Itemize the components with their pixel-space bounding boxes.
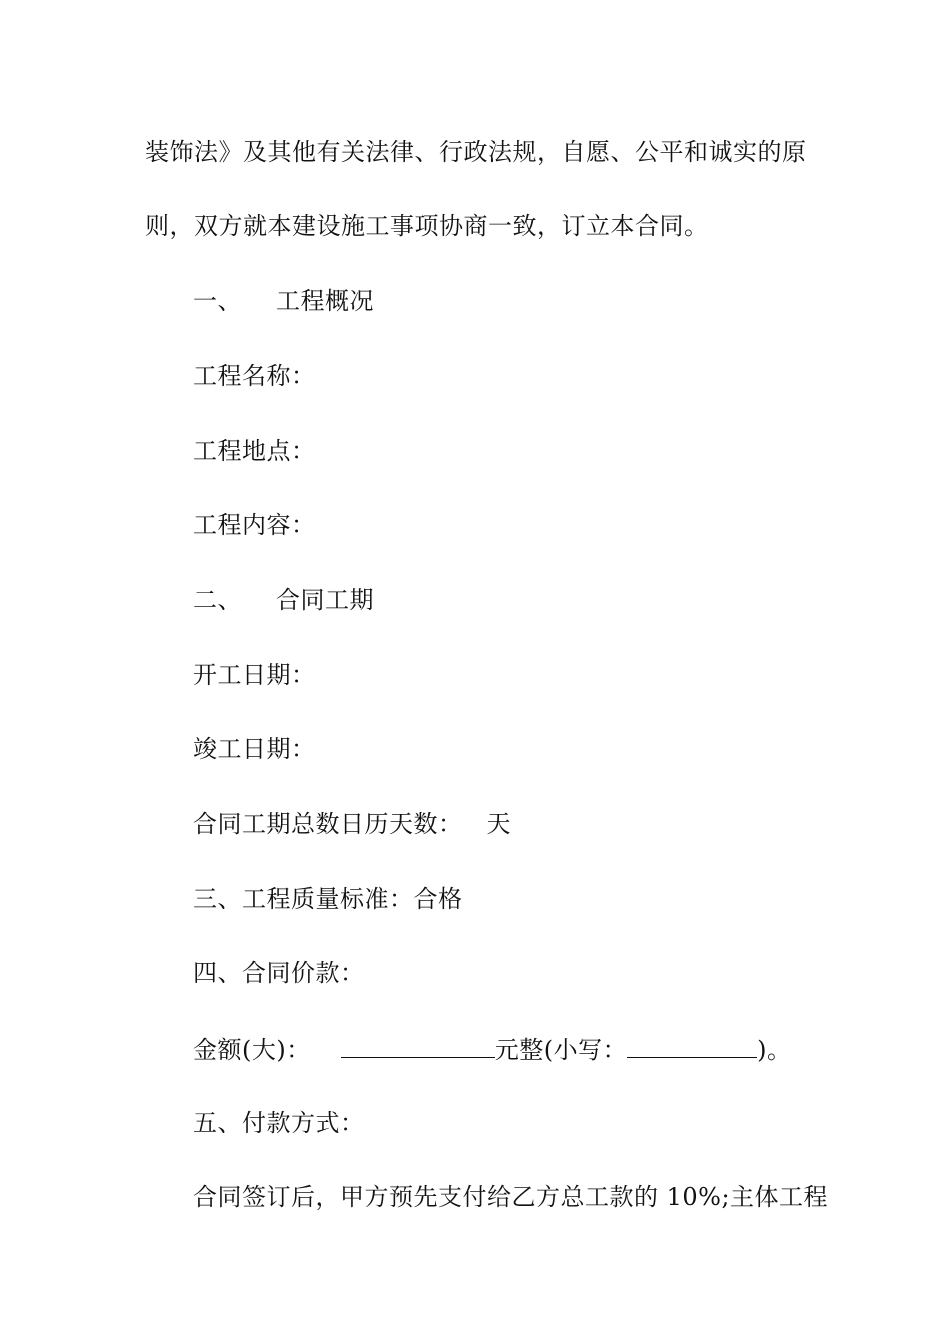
- amount-words-blank[interactable]: [341, 1033, 495, 1058]
- section-1-title: 工程概况: [276, 287, 374, 315]
- section-5-heading: 五、付款方式：: [193, 1109, 365, 1137]
- section-2-number: 二、: [193, 586, 242, 614]
- section-4-heading: 四、合同价款：: [193, 959, 365, 987]
- project-content-label: 工程内容：: [193, 511, 316, 539]
- total-days-unit: 天: [486, 810, 511, 838]
- start-date-label: 开工日期：: [193, 661, 316, 689]
- amount-label: 金额(大)：: [193, 1036, 311, 1064]
- amount-line: [193, 1033, 791, 1065]
- intro-line-1: 装饰法》及其他有关法律、行政法规，自愿、公平和诚实的原: [145, 138, 807, 166]
- section-3-heading: 三、工程质量标准：合格: [193, 885, 463, 913]
- payment-text: 合同签订后，甲方预先支付给乙方总工款的 10%;主体工程: [193, 1183, 829, 1211]
- amount-close: )。: [757, 1036, 792, 1064]
- section-1-heading: [193, 286, 374, 316]
- amount-suffix: 元整(小写：: [494, 1036, 628, 1064]
- amount-figures-blank[interactable]: [627, 1033, 757, 1058]
- project-location-label: 工程地点：: [193, 437, 316, 465]
- intro-line-2: 则，双方就本建设施工事项协商一致，订立本合同。: [145, 212, 709, 240]
- section-2-title: 合同工期: [276, 586, 374, 614]
- completion-date-label: 竣工日期：: [193, 735, 316, 763]
- project-name-label: 工程名称：: [193, 362, 316, 390]
- total-days-line: [193, 809, 511, 839]
- section-2-heading: [193, 585, 374, 615]
- total-days-label: 合同工期总数日历天数：: [193, 810, 463, 838]
- section-1-number: 一、: [193, 287, 242, 315]
